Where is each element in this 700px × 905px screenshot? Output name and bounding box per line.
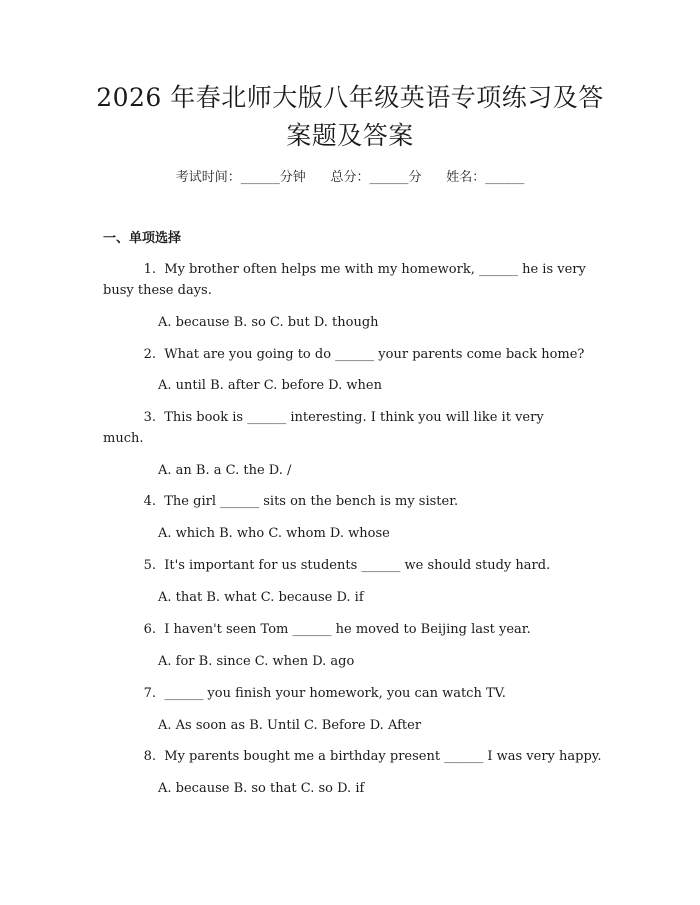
question-text: The girl ______ sits on the bench is my sister. [164, 494, 459, 509]
question-3 [103, 407, 603, 449]
question-1 [103, 259, 603, 301]
question-8 [103, 746, 603, 767]
question-4-options: A. which B. who C. whom D. whose [158, 526, 390, 541]
question-text: I haven't seen Tom ______ he moved to Beijing last year. [164, 622, 531, 637]
question-5 [103, 555, 603, 576]
question-2-options: A. until B. after C. before D. when [158, 378, 382, 393]
question-number: 3. [143, 410, 156, 425]
question-5-options: A. that B. what C. because D. if [158, 590, 364, 605]
question-text: It's important for us students ______ we should study hard. [164, 558, 551, 573]
exam-info-text: 考试时间：______分钟 总分：______分 姓名：______ [175, 170, 525, 185]
question-text: My parents bought me a birthday present ______ I was very happy. [164, 749, 602, 764]
question-text: My brother often helps me with my homework, ______ he is very [164, 262, 586, 277]
question-number: 1. [143, 262, 156, 277]
question-text: ______ you finish your homework, you can watch TV. [164, 686, 506, 701]
question-text: What are you going to do ______ your parents come back home? [164, 347, 585, 362]
question-number: 8. [143, 749, 156, 764]
question-7-options: A. As soon as B. Until C. Before D. After [158, 718, 422, 733]
question-6 [103, 619, 603, 640]
question-number: 2. [143, 347, 156, 362]
question-3-options: A. an B. a C. the D. / [158, 463, 292, 478]
question-number: 6. [143, 622, 156, 637]
page-title-line-2: 案题及答案 [286, 121, 414, 150]
question-1-options: A. because B. so C. but D. though [158, 315, 379, 330]
question-4 [103, 491, 603, 512]
question-text: This book is ______ interesting. I think you will like it very [164, 410, 544, 425]
question-text-continued: much. [103, 431, 144, 446]
section-heading-single-choice: 一、单项选择 [103, 231, 182, 246]
page-title-line-1: 2026 年春北师大版八年级英语专项练习及答 [96, 83, 604, 112]
exam-info [0, 167, 700, 189]
question-number: 5. [143, 558, 156, 573]
question-number: 7. [143, 686, 156, 701]
question-7 [103, 683, 603, 704]
question-text-continued: busy these days. [103, 283, 212, 298]
question-2 [103, 344, 603, 365]
question-6-options: A. for B. since C. when D. ago [158, 654, 355, 669]
question-number: 4. [143, 494, 156, 509]
question-8-options: A. because B. so that C. so D. if [158, 781, 365, 796]
